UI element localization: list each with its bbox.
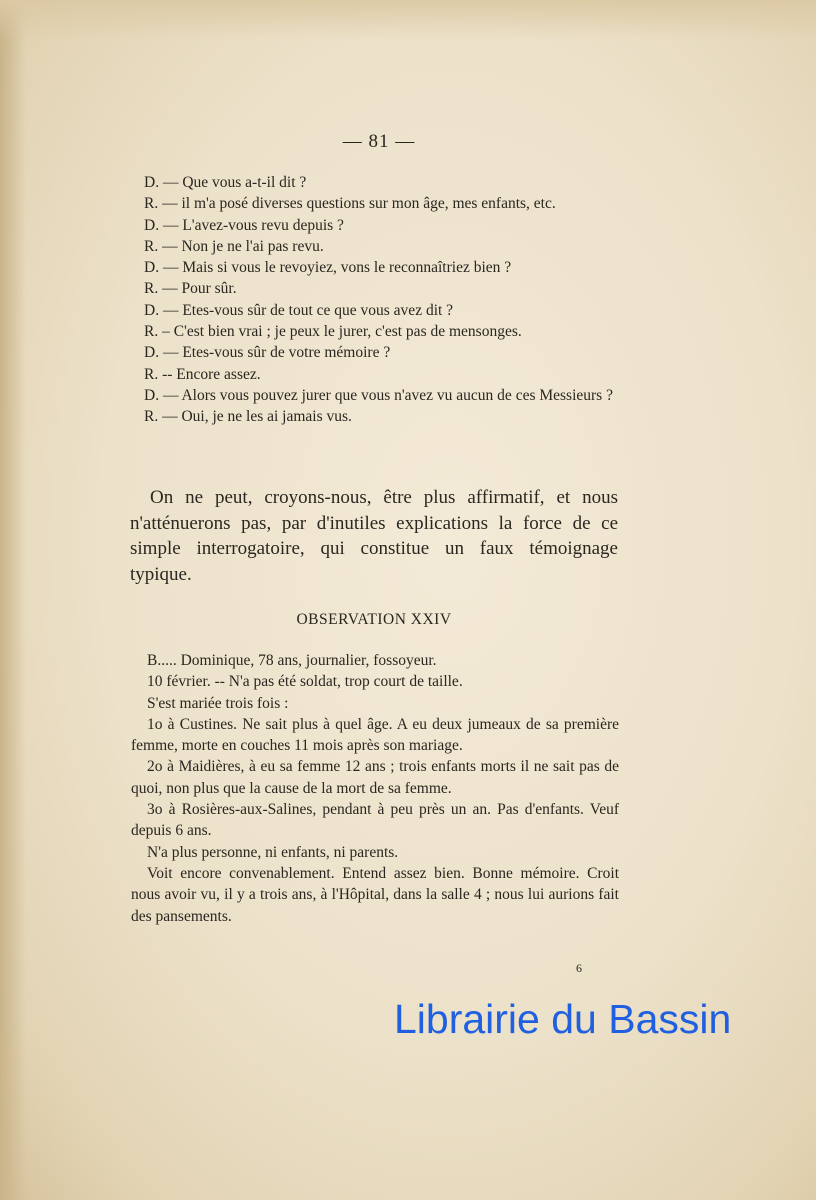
dialogue-line: R. – C'est bien vrai ; je peux le jurer, c'est pas de mensonges. — [144, 323, 522, 341]
commentary-text: On ne peut, croyons-nous, être plus affirmatif, et nous n'atténuerons pas, par d'inutiles explications la force de ce simple interrogatoire, qui constitue un faux témoignage typique. — [130, 487, 618, 585]
signature-mark: 6 — [576, 961, 582, 975]
page-top-shadow — [0, 0, 816, 40]
observation-line: 1o à Custines. Ne sait plus à quel âge. A eu deux jumeaux de sa première femme, morte en couches 11 mois après son mariage. — [131, 715, 619, 755]
dialogue-line: D. — Alors vous pouvez jurer que vous n'avez vu aucun de ces Messieurs ? — [144, 386, 613, 404]
dialogue-line: R. -- Encore assez. — [144, 365, 261, 383]
page-number: — 81 — — [342, 131, 416, 152]
observation-line: N'a plus personne, ni enfants, ni parents. — [147, 843, 399, 861]
observation-line: Voit encore convenablement. Entend assez bien. Bonne mémoire. Croit nous avoir vu, il y a trois ans, à l'Hôpital, dans la salle 4 ; nous lui aurions fait des pansements. — [131, 864, 619, 925]
observation-line: B..... Dominique, 78 ans, journalier, fossoyeur. — [147, 652, 437, 669]
page-edge-shadow — [0, 0, 26, 1200]
interrogation-dialogue — [120, 172, 616, 428]
commentary-paragraph — [130, 485, 618, 587]
dialogue-line: D. — Mais si vous le revoyiez, vons le reconnaîtriez bien ? — [144, 259, 512, 277]
dialogue-line: R. — Pour sûr. — [144, 280, 237, 298]
dialogue-line: R. — il m'a posé diverses questions sur mon âge, mes enfants, etc. — [144, 195, 556, 213]
observation-body — [131, 650, 619, 927]
dialogue-line: D. — Que vous a-t-il dit ? — [144, 174, 307, 191]
observation-line: 3o à Rosières-aux-Salines, pendant à peu près un an. Pas d'enfants. Veuf depuis 6 ans. — [131, 801, 619, 840]
observation-heading: OBSERVATION XXIV — [296, 611, 452, 628]
dialogue-line: R. — Non je ne l'ai pas revu. — [144, 237, 324, 255]
dialogue-line: D. — Etes-vous sûr de tout ce que vous avez dit ? — [144, 301, 454, 319]
dialogue-line: D. — Etes-vous sûr de votre mémoire ? — [144, 344, 391, 362]
watermark-text: Librairie du Bassin — [394, 996, 732, 1042]
dialogue-line: R. — Oui, je ne les ai jamais vus. — [144, 408, 352, 426]
observation-line: 10 février. -- N'a pas été soldat, trop court de taille. — [147, 673, 463, 691]
dialogue-line: D. — L'avez-vous revu depuis ? — [144, 216, 344, 234]
observation-line: 2o à Maidières, à eu sa femme 12 ans ; trois enfants morts il ne sait pas de quoi, non plus que la cause de la mort de sa femme. — [131, 758, 619, 797]
observation-line: S'est mariée trois fois : — [147, 694, 289, 712]
